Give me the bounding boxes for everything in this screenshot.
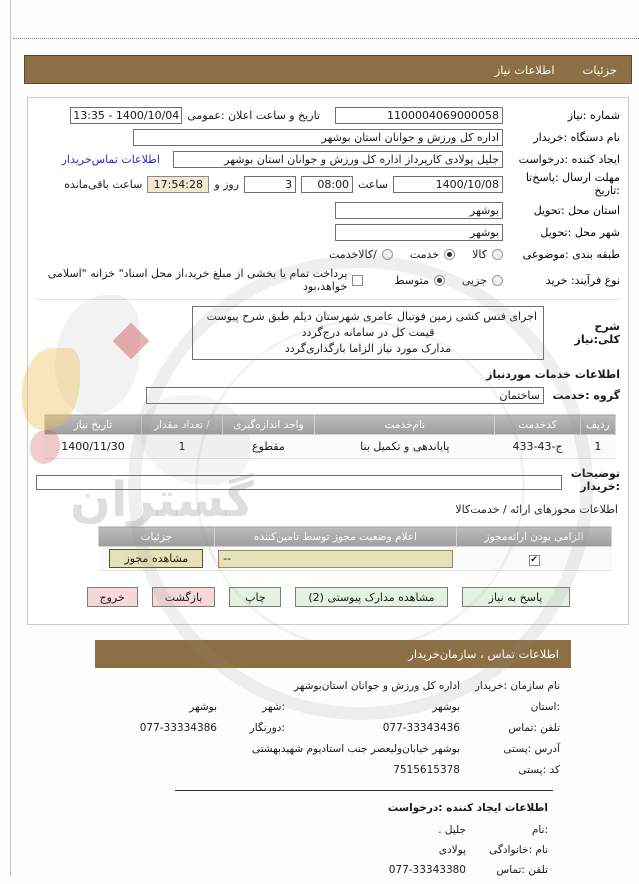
process-minor-label: جزیی: [461, 273, 487, 287]
province-label: :استان: [530, 701, 560, 713]
postal-code-value: 7515615378: [393, 764, 460, 776]
delivery-city-field[interactable]: بوشهر: [335, 224, 503, 241]
delivery-city-row: [36, 223, 620, 241]
creator-family-row: [60, 844, 560, 856]
service-group-field[interactable]: ساختمان: [146, 387, 544, 404]
section-separator-line: [175, 790, 553, 791]
buyer-org-label: نام دستگاه :خریدار: [533, 130, 620, 144]
need-description-label: شرح کلی:نیاز: [574, 320, 620, 347]
permit-status-field[interactable]: --: [218, 550, 452, 568]
buyer-notes-label-line1: توضیحات: [570, 467, 620, 481]
buyer-notes-label: [568, 467, 620, 493]
services-table-row[interactable]: [44, 435, 615, 459]
col-permit-details: جزئیات: [99, 527, 215, 547]
permits-table-row: [99, 547, 612, 571]
need-form-panel: [27, 97, 629, 625]
permits-table-header-row: [99, 527, 612, 547]
cell-service-name: پایاندهی و تکمیل بنا: [315, 435, 495, 459]
col-permit-required: الزامی بودن ارائه‌مجوز: [457, 527, 612, 547]
exit-button[interactable]: خروج: [87, 587, 138, 607]
print-button[interactable]: چاپ: [229, 587, 281, 607]
col-quantity: / تعداد مقدار: [142, 415, 222, 435]
remaining-time-label: ساعت باقی‌مانده: [64, 178, 143, 192]
address-label: آدرس :پستی: [503, 743, 560, 755]
services-section-title: اطلاعات خدمات موردنیاز: [486, 368, 620, 382]
cell-row-number: 1: [580, 435, 615, 459]
process-type-label: نوع فرآیند: خرید: [545, 273, 620, 287]
contact-phone-label: تلفن :تماس: [508, 722, 560, 734]
address-row: [60, 743, 560, 755]
need-number-field[interactable]: 1100004069000058: [335, 107, 503, 124]
delivery-province-label: استان محل :تحویل: [533, 203, 620, 217]
deadline-label-line2: :تاریخ: [594, 183, 620, 197]
cell-unit: مقطوع: [222, 435, 315, 459]
services-table: [44, 414, 616, 459]
org-name-row: [60, 680, 560, 692]
process-medium-label: متوسط: [394, 273, 429, 287]
col-permit-status: اعلام وضعیت مجوز توسط تامین‌کننده: [214, 527, 456, 547]
need-number-row: [36, 106, 620, 124]
creator-label: ایجاد کننده :درخواست: [518, 152, 620, 166]
contact-section-header: [95, 640, 571, 668]
buyer-notes-label-line2: :خریدار: [580, 480, 620, 494]
province-city-row: [60, 701, 560, 713]
deadline-label-line1: مهلت ارسال :پاسخ‌تا: [525, 171, 620, 184]
cell-permit-required: [457, 547, 612, 571]
col-unit: واحد اندازه‌گیری: [222, 415, 315, 435]
need-description-line2: قیمت کل در سامانه درج‌گردد: [301, 326, 435, 340]
creator-name-label: :نام: [531, 824, 548, 836]
radio-icon-medium[interactable]: [434, 275, 445, 286]
creator-family-value: پولادی: [438, 844, 466, 856]
buyer-notes-field[interactable]: [36, 475, 562, 490]
classification-goods-label: کالا: [472, 247, 487, 261]
creator-name-value: جلیل .: [438, 824, 466, 836]
cell-quantity: 1: [142, 435, 222, 459]
delivery-province-field[interactable]: بوشهر: [335, 202, 503, 219]
need-number-label: شماره :نیاز: [567, 108, 620, 122]
deadline-hour-field[interactable]: 08:00: [301, 176, 353, 193]
contact-section-body: [60, 680, 560, 785]
creator-section: [60, 802, 560, 884]
col-service-code: کدخدمت: [495, 415, 580, 435]
creator-row: [36, 150, 620, 168]
tab-bar: [24, 55, 632, 84]
contact-phone-value: 077-33343436: [382, 722, 460, 734]
buyer-contact-link[interactable]: اطلاعات تماس‌خریدار: [61, 152, 160, 166]
city-label: :شهر: [262, 701, 285, 713]
announce-label: تاریخ و ساعت اعلان :عمومی: [187, 108, 320, 122]
deadline-days-field[interactable]: 3: [244, 176, 296, 193]
creator-family-label: نام :خانوادگی: [489, 844, 548, 856]
radio-icon-service[interactable]: [444, 249, 455, 260]
watermark-text: گستران: [70, 472, 254, 528]
deadline-days-label: روز و: [214, 178, 240, 192]
cell-need-date: 1400/11/30: [44, 435, 142, 459]
phone-fax-row: [60, 722, 560, 734]
remaining-time-box: 17:54:28: [147, 176, 209, 193]
checkbox-icon-permit-required[interactable]: ✔: [530, 554, 538, 565]
need-description-line1: اجرای فنس کشی زمین فوتبال عامری شهرستان دیلم طبق شرح پیوست: [206, 310, 537, 324]
creator-phone-row: [60, 864, 560, 876]
fax-label: :دورنگار: [249, 722, 285, 734]
postal-code-label: کد :پستی: [518, 764, 560, 776]
tab-details[interactable]: جزئیات: [582, 62, 617, 77]
form-divider: [36, 299, 620, 300]
classification-label: طبقه بندی :موضوعی: [522, 247, 620, 261]
services-table-header-row: [44, 415, 615, 435]
creator-section-title: اطلاعات ایجاد کننده :درخواست: [387, 802, 548, 814]
deadline-row: [36, 172, 620, 197]
fax-value: 077-33334386: [139, 722, 217, 734]
radio-icon-minor[interactable]: [492, 275, 503, 286]
creator-field[interactable]: جلیل پولادی کارپرداز اداره کل ورزش و جوانان استان بوشهر: [173, 151, 503, 168]
cell-service-code: ج-43-433: [495, 435, 580, 459]
org-name-value: اداره کل ورزش و جوانان استان‌بوشهر: [293, 680, 460, 692]
creator-phone-label: تلفن :تماس: [496, 864, 548, 876]
reply-to-need-button[interactable]: پاسخ به نیاز: [462, 587, 570, 607]
classification-row: [36, 245, 620, 263]
radio-icon-goods-service[interactable]: [382, 249, 393, 260]
view-permit-button[interactable]: مشاهده مجوز: [109, 549, 203, 568]
permits-table: [98, 526, 612, 571]
back-button[interactable]: بازگشت: [152, 587, 216, 607]
action-buttons-row: [36, 587, 620, 607]
creator-name-row: [60, 824, 560, 836]
need-description-line3: مدارک مورد نیاز الزاما بارگذاری‌گردد: [284, 342, 452, 356]
buyer-org-row: [36, 128, 620, 146]
address-value: بوشهر خیابان‌ولیعصر جنب استادیوم شهیدبهشتی: [251, 743, 460, 755]
delivery-province-row: [36, 201, 620, 219]
process-type-row: [36, 267, 620, 293]
need-description-field[interactable]: [192, 306, 544, 360]
delivery-city-label: شهر محل :تحویل: [540, 225, 620, 239]
postal-code-row: [60, 764, 560, 776]
col-service-name: نام‌خدمت: [315, 415, 495, 435]
province-value: بوشهر: [432, 701, 460, 713]
deadline-date-field[interactable]: 1400/10/08: [393, 176, 503, 193]
view-attachments-button[interactable]: مشاهده مدارک پیوستی (2): [295, 587, 447, 607]
cell-permit-details: [99, 547, 215, 571]
classification-goods-service-label: /کالاخدمت: [329, 247, 377, 261]
buyer-org-field[interactable]: اداره کل ورزش و جوانان استان بوشهر: [133, 129, 503, 146]
tab-need-info[interactable]: اطلاعات نیاز: [494, 62, 555, 77]
org-name-label: نام سازمان :خریدار: [474, 680, 560, 692]
radio-icon-goods[interactable]: [492, 249, 503, 260]
service-group-label: گروه :خدمت: [552, 389, 620, 403]
permits-section-title: اطلاعات مجوزهای ارائه / خدمت‌کالا: [455, 503, 618, 517]
dotted-separator: [13, 38, 639, 39]
deadline-label: [508, 172, 620, 197]
city-value: بوشهر: [189, 701, 217, 713]
creator-phone-value: 077-33343380: [388, 864, 466, 876]
announce-field[interactable]: 13:35 - 1400/10/04: [70, 107, 182, 124]
page-left-border: [10, 0, 11, 876]
buyer-notes-row: [36, 467, 620, 493]
col-need-date: تاریخ نیاز: [44, 415, 142, 435]
col-row-number: ردیف: [580, 415, 615, 435]
treasury-note: پرداخت تمام یا بخشی از مبلغ خرید،از محل اسناد" خزانه "اسلامی خواهد،بود: [47, 267, 348, 294]
cell-permit-status: [214, 547, 456, 571]
classification-service-label: خدمت: [409, 247, 440, 261]
contact-section-title: اطلاعات تماس ، سازمان‌خریدار: [408, 647, 559, 661]
service-group-row: [36, 387, 620, 404]
checkbox-icon-treasury[interactable]: [352, 275, 363, 286]
deadline-hour-label: ساعت: [358, 178, 388, 192]
need-description-block: [36, 306, 620, 360]
